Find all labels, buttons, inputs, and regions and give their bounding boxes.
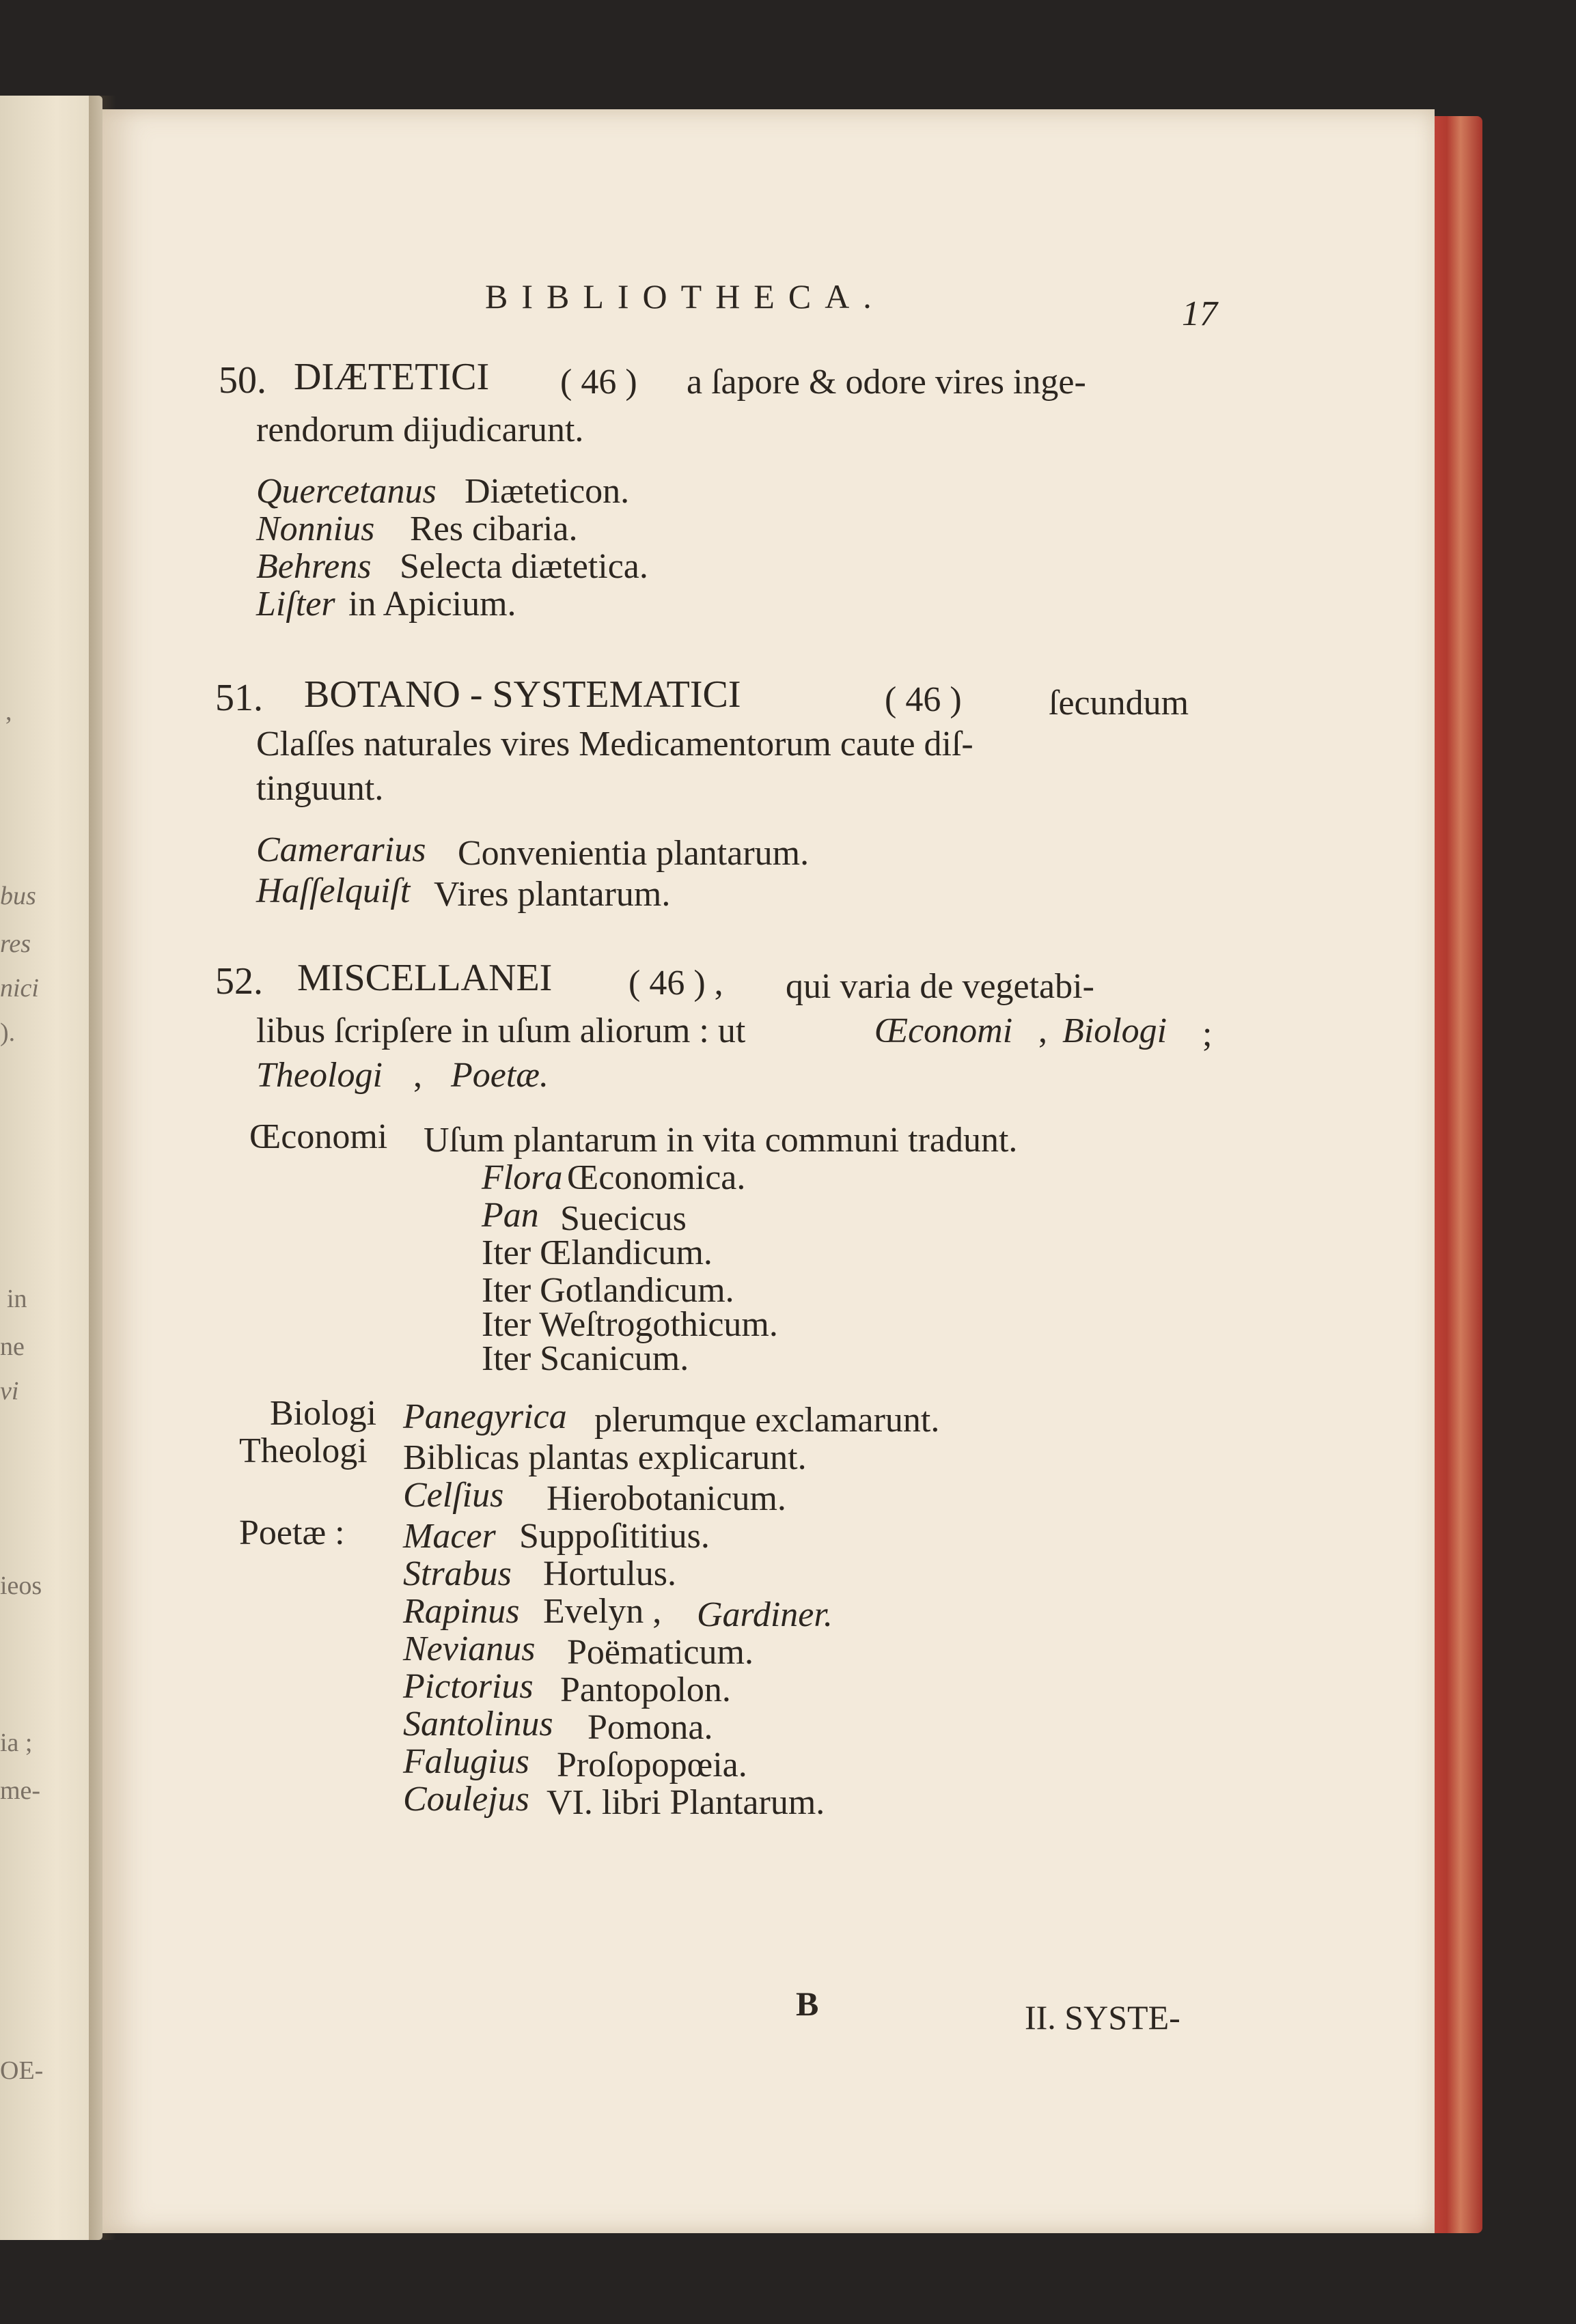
left-fragment: bus bbox=[0, 882, 36, 910]
category-word: Biologi bbox=[1062, 1011, 1167, 1050]
title: Suppoſititius. bbox=[519, 1517, 710, 1556]
title: Selecta diætetica. bbox=[400, 547, 648, 586]
title: Iter Scanicum. bbox=[482, 1339, 689, 1378]
title: plerumque exclamarunt. bbox=[594, 1401, 940, 1440]
author: Flora bbox=[482, 1158, 563, 1197]
separator: ; bbox=[1202, 1015, 1213, 1054]
left-fragment: res bbox=[0, 929, 31, 958]
title: Proſopopœia. bbox=[557, 1746, 747, 1784]
left-fragment: ieos bbox=[0, 1571, 42, 1600]
category-label: Biologi bbox=[270, 1394, 377, 1433]
title: in Apicium. bbox=[348, 585, 516, 624]
author: Santolinus bbox=[403, 1705, 553, 1744]
section-heading: MISCELLANEI bbox=[297, 957, 553, 999]
catchword: II. SYSTE- bbox=[1025, 1998, 1180, 2036]
left-fragment: ia ; bbox=[0, 1728, 33, 1757]
running-title: BIBLIOTHECA. bbox=[485, 277, 885, 316]
category-word: Poetæ. bbox=[451, 1056, 549, 1095]
separator: , bbox=[1038, 1011, 1047, 1050]
title: Iter Weſtrogothicum. bbox=[482, 1305, 778, 1344]
section-text: qui varia de vegetabi- bbox=[786, 967, 1094, 1006]
section-text: libus ſcripſere in uſum aliorum : ut bbox=[256, 1011, 746, 1050]
section-text: rendorum dijudicarunt. bbox=[256, 410, 584, 449]
section-ref: ( 46 ) bbox=[885, 680, 962, 719]
author: Coulejus bbox=[403, 1780, 529, 1819]
title: Convenientia plantarum. bbox=[458, 834, 810, 873]
title: Poëmaticum. bbox=[567, 1633, 754, 1672]
title: Res cibaria. bbox=[410, 509, 578, 548]
title: VI. libri Plantarum. bbox=[547, 1783, 825, 1822]
author: Haſſelquiſt bbox=[256, 871, 411, 910]
author: Pan bbox=[482, 1196, 539, 1235]
section-ref: ( 46 ) , bbox=[628, 964, 723, 1003]
category-intro: Biblicas plantas explicarunt. bbox=[403, 1438, 807, 1477]
title: Diæteticon. bbox=[465, 472, 630, 511]
title: Œconomica. bbox=[567, 1158, 746, 1197]
author: Behrens bbox=[256, 547, 372, 586]
author: Camerarius bbox=[256, 830, 426, 869]
section-heading: DIÆTETICI bbox=[294, 356, 490, 398]
author: Nonnius bbox=[256, 509, 375, 548]
title: Hierobotanicum. bbox=[547, 1479, 786, 1518]
category-label: Œconomi bbox=[249, 1117, 388, 1156]
author: Strabus bbox=[403, 1554, 512, 1593]
author: Panegyrica bbox=[403, 1397, 567, 1436]
section-text: ſecundum bbox=[1049, 684, 1189, 723]
section-heading: BOTANO - SYSTEMATICI bbox=[304, 673, 741, 716]
title: Iter Œlandicum. bbox=[482, 1233, 713, 1272]
section-ref: ( 46 ) bbox=[560, 363, 637, 402]
author: Rapinus bbox=[403, 1592, 520, 1631]
title: Suecicus bbox=[560, 1199, 687, 1238]
page-edges bbox=[1428, 116, 1482, 2233]
category-label: Theologi bbox=[239, 1431, 368, 1470]
title: Hortulus. bbox=[543, 1554, 676, 1593]
left-fragment: in bbox=[7, 1285, 27, 1313]
left-page bbox=[0, 96, 102, 2240]
author: Macer bbox=[403, 1517, 496, 1556]
right-page bbox=[102, 109, 1435, 2233]
left-fragment: vi bbox=[0, 1377, 19, 1405]
section-text: a ſapore & odore vires inge- bbox=[687, 363, 1086, 402]
section-text: Claſſes naturales vires Medicamentorum caute diſ- bbox=[256, 725, 973, 764]
page-number: 17 bbox=[1182, 294, 1217, 333]
section-number: 50. bbox=[219, 359, 266, 402]
title: Pomona. bbox=[587, 1708, 713, 1747]
left-fragment: ). bbox=[0, 1018, 16, 1047]
author: Pictorius bbox=[403, 1667, 534, 1706]
left-fragment: OE- bbox=[0, 2056, 44, 2085]
separator: , bbox=[413, 1056, 422, 1095]
category-label: Poetæ : bbox=[239, 1513, 345, 1552]
signature-mark: B bbox=[796, 1985, 819, 2023]
section-number: 52. bbox=[215, 960, 263, 1003]
left-fragment: nici bbox=[0, 974, 39, 1003]
title: Evelyn , bbox=[543, 1592, 662, 1631]
author: Quercetanus bbox=[256, 472, 437, 511]
left-fragment: me- bbox=[0, 1776, 41, 1805]
category-intro: Uſum plantarum in vita communi tradunt. bbox=[424, 1121, 1018, 1160]
title: Pantopolon. bbox=[560, 1670, 731, 1709]
author: Nevianus bbox=[403, 1629, 536, 1668]
author: Celſius bbox=[403, 1476, 504, 1515]
left-fragment: ne bbox=[0, 1332, 25, 1361]
section-number: 51. bbox=[215, 677, 263, 719]
title: Vires plantarum. bbox=[434, 875, 671, 914]
author: Falugius bbox=[403, 1742, 529, 1781]
title: Iter Gotlandicum. bbox=[482, 1271, 734, 1310]
category-word: Œconomi bbox=[874, 1011, 1013, 1050]
category-word: Theologi bbox=[256, 1056, 383, 1095]
author: Gardiner. bbox=[697, 1595, 833, 1634]
left-fragment: , bbox=[5, 697, 12, 726]
author: Liſter bbox=[256, 585, 335, 624]
section-text: tinguunt. bbox=[256, 769, 384, 808]
